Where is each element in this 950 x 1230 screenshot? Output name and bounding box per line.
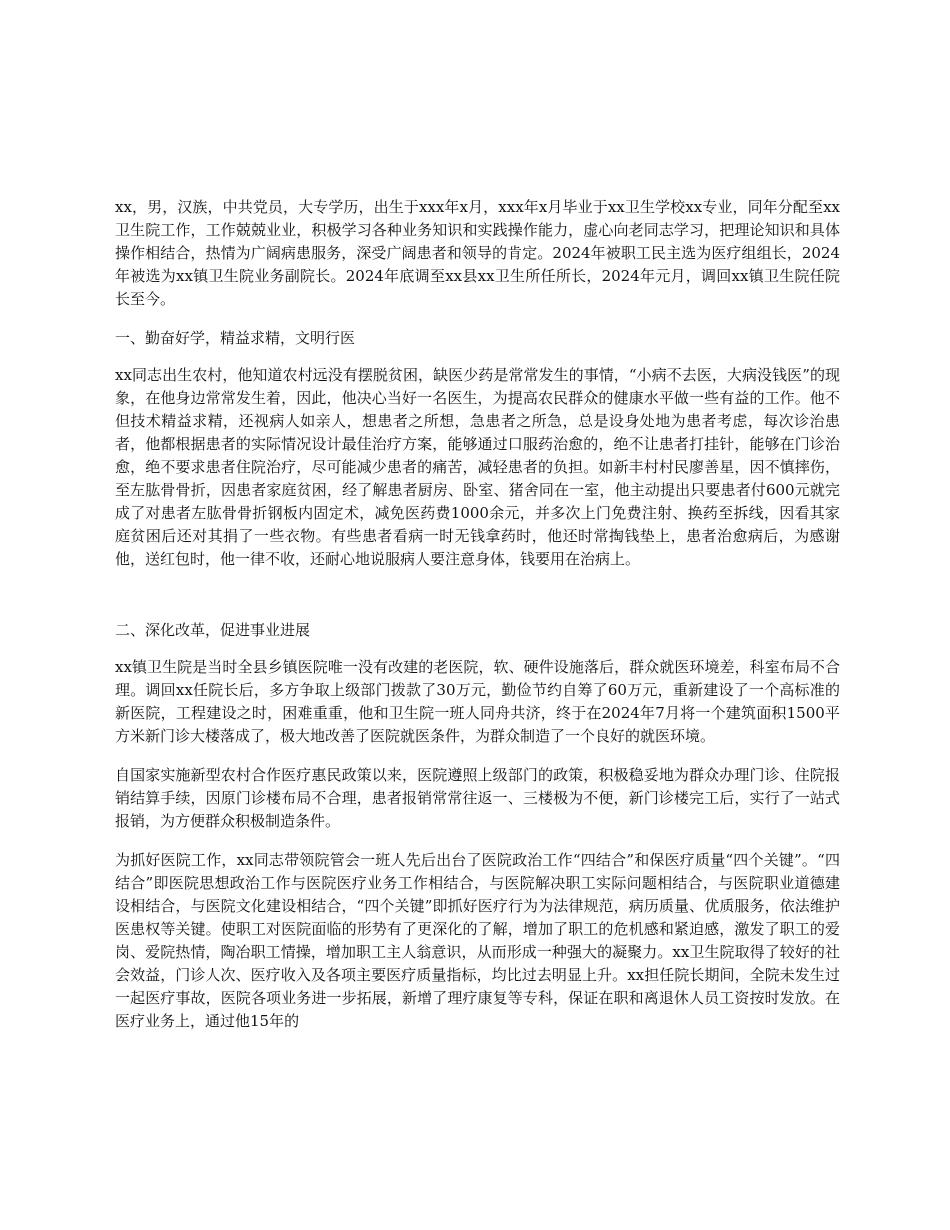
section1-paragraph-1: xx同志出生农村，他知道农村远没有摆脱贫困，缺医少药是常常发生的事情，“小病不去医，大病没钱医”的现象，在他身边常常发生着，因此，他决心当好一名医生，为提高农民群众的健康水平做一些有益的工作。他不但技术精益求精，还视病人如亲人，想患者之所想，急患者之所急，总是设身处地为患者考虑，每次诊治患者，他都根据患者的实际情况设计最佳治疗方案，能够通过口服药治愈的，绝不让患者打挂针，能够在门诊治愈，绝不要求患者住院治疗，尽可能减少患者的痛苦，减轻患者的负担。如新丰村村民廖善星，因不慎摔伤，至左肱骨骨折，因患者家庭贫困，经了解患者厨房、卧室、猪舍同在一室，他主动提出只要患者付600元就完成了对患者左肱骨骨折钢板内固定术，减免医药费1000余元，并多次上门免费注射、换药至拆线，因看其家庭贫困后还对其捐了一些衣物。有些患者看病一时无钱拿药时，他还时常掏钱垫上，患者治愈病后，为感谢他，送红包时，他一律不收，还耐心地说服病人要注意身体，钱要用在治病上。 — [115, 366, 840, 568]
document-page — [115, 196, 840, 1049]
section2-paragraph-3: 为抓好医院工作，xx同志带领院管会一班人先后出台了医院政治工作“四结合”和保医疗质量“四个关键”。“四结合”即医院思想政治工作与医院医疗业务工作相结合，与医院解决职工实际问题相结合，与医院职业道德建设相结合，与医院文化建设相结合，“四个关键”即抓好医疗行为为法律规范，病历质量、优质服务，依法维护医患权等关键。使职工对医院面临的形势有了更深化的了解，增加了职工的危机感和紧迫感，激发了职工的爱岗、爱院热情，陶冶职工情操，增加职工主人翁意识，从而形成一种强大的凝聚力。xx卫生院取得了较好的社会效益，门诊人次、医疗收入及各项主要医疗质量指标，均比过去明显上升。xx担任院长期间，全院未发生过一起医疗事故，医院各项业务进一步拓展，新增了理疗康复等专科，保证在职和离退休人员工资按时发放。在医疗业务上，通过他15年的 — [115, 851, 840, 1030]
section1-heading: 一、勤奋好学，精益求精，文明行医 — [115, 329, 356, 347]
section2-paragraph-2: 自国家实施新型农村合作医疗惠民政策以来，医院遵照上级部门的政策，积极稳妥地为群众办理门诊、住院报销结算手续，因原门诊楼布局不合理，患者报销常常往返一、三楼极为不便，新门诊楼完工后，实行了一站式报销，为方便群众积极制造条件。 — [115, 766, 840, 830]
section2-heading: 二、深化改革，促进事业进展 — [115, 621, 311, 639]
intro-paragraph: xx，男，汉族，中共党员，大专学历，出生于xxx年x月，xxx年x月毕业于xx卫生学校xx专业，同年分配至xx卫生院工作，工作兢兢业业，积极学习各种业务知识和实践操作能力，虚心向老同志学习，把理论知识和具体操作相结合，热情为广阔病患服务，深受广阔患者和领导的肯定。2024年被职工民主选为医疗组组长，2024年被选为xx镇卫生院业务副院长。2024年底调至xx县xx卫生所任所长，2024年元月，调回xx镇卫生院任院长至今。 — [115, 198, 840, 308]
section2-paragraph-1: xx镇卫生院是当时全县乡镇医院唯一没有改建的老医院，软、硬件设施落后，群众就医环境差，科室布局不合理。调回xx任院长后，多方争取上级部门拨款了30万元，勤俭节约自筹了60万元，重新建设了一个高标准的新医院，工程建设之时，困难重重，他和卫生院一班人同舟共济，终于在2024年7月将一个建筑面积1500平方米新门诊大楼落成了，极大地改善了医院就医条件，为群众制造了一个良好的就医环境。 — [115, 658, 840, 745]
